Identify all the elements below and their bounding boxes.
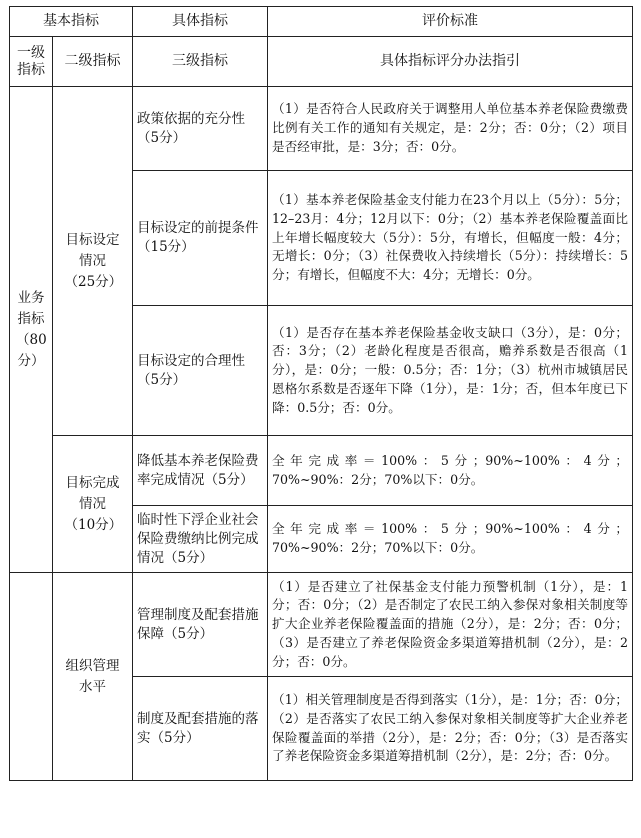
indicator-criteria: （1）基本养老保险基金支付能力在23个月以上（5分）：5分；12–23月：4分；12月以下：0分；（2）基本养老保险覆盖面比上年增长幅度较大（5分）：5分，有增长，但幅度一般：4分；无增长：0分；（3）社保费收入持续增长（5分）：持续增长：5分；有增长，但幅度不大：4分；无增长：0分。 — [268, 171, 633, 306]
performance-indicator-table — [9, 6, 633, 781]
indicator-name: 管理制度及配套措施保障（5分） — [133, 573, 268, 677]
indicator-criteria: （1）是否符合人民政府关于调整用人单位基本养老保险费缴费比例有关工作的通知有关规定，是：2分；否：0分；（2）项目是否经审批，是：3分；否：0分。 — [268, 87, 633, 171]
indicator-name: 政策依据的充分性（5分） — [133, 87, 268, 171]
group-target-completion — [53, 436, 133, 573]
indicator-name: 制度及配套措施的落实（5分） — [133, 677, 268, 781]
level1-continued — [10, 573, 53, 781]
indicator-criteria: （1）相关管理制度是否得到落实（1分），是：1分；否：0分；（2）是否落实了农民工纳入参保对象相关制度等扩大企业养老保险覆盖面的举措（2分），是：2分；否：0分；（3）是否落实了养老保险资金多渠道筹措机制（2分），是：2分；否：0分。 — [268, 677, 633, 781]
indicator-criteria: （1）是否存在基本养老保险基金收支缺口（3分），是：0分；否：3分；（2）老龄化程度是否很高，赡养系数是否很高（1分），是：0分；一般：0.5分；否：1分；（3）杭州市城镇居民恩格尔系数是否逐年下降（1分），是：1分；否，但本年度已下降：0.5分；否：0分。 — [268, 306, 633, 436]
indicator-name: 临时性下浮企业社会保险费缴纳比例完成情况（5分） — [133, 506, 268, 573]
indicator-name: 目标设定的合理性（5分） — [133, 306, 268, 436]
level1-business — [10, 87, 53, 573]
indicator-criteria: 全年完成率＝100%：5分；90%~100%：4分；70%~90%：2分；70%以下：0分。 — [268, 506, 633, 573]
level1-business-text: 业务指标（80分） — [16, 289, 47, 369]
group-target-setting — [53, 87, 133, 436]
header-evaluation-standard: 评价标准 — [268, 7, 633, 37]
indicator-criteria: 全年完成率＝100%：5分；90%~100%：4分；70%~90%：2分；70%以下：0分。 — [268, 436, 633, 506]
header-basic-indicator: 基本指标 — [10, 7, 133, 37]
indicator-name: 目标设定的前提条件（15分） — [133, 171, 268, 306]
header-specific-indicator: 具体指标 — [133, 7, 268, 37]
indicator-name: 降低基本养老保险费率完成情况（5分） — [133, 436, 268, 506]
indicator-criteria: （1）是否建立了社保基金支付能力预警机制（1分），是：1分；否：0分；（2）是否制定了农民工纳入参保对象相关制度等扩大企业养老保险覆盖面的措施（2分），是：2分；否：0分；（3）是否建立了养老保险资金多渠道筹措机制（2分），是：2分；否：0分。 — [268, 573, 633, 677]
group-management-level — [53, 573, 133, 781]
group-target-setting-text: 目标设定情况（25分） — [64, 231, 123, 290]
header-guide: 具体指标评分办法指引 — [268, 37, 633, 87]
header-level1 — [10, 37, 53, 87]
header-level3: 三级指标 — [133, 37, 268, 87]
group-target-completion-text: 目标完成情况（10分） — [64, 474, 123, 533]
header-level2: 二级指标 — [53, 37, 133, 87]
header-level1-text: 一级指标 — [17, 44, 45, 78]
group-management-level-text: 组织管理水平 — [65, 657, 120, 695]
